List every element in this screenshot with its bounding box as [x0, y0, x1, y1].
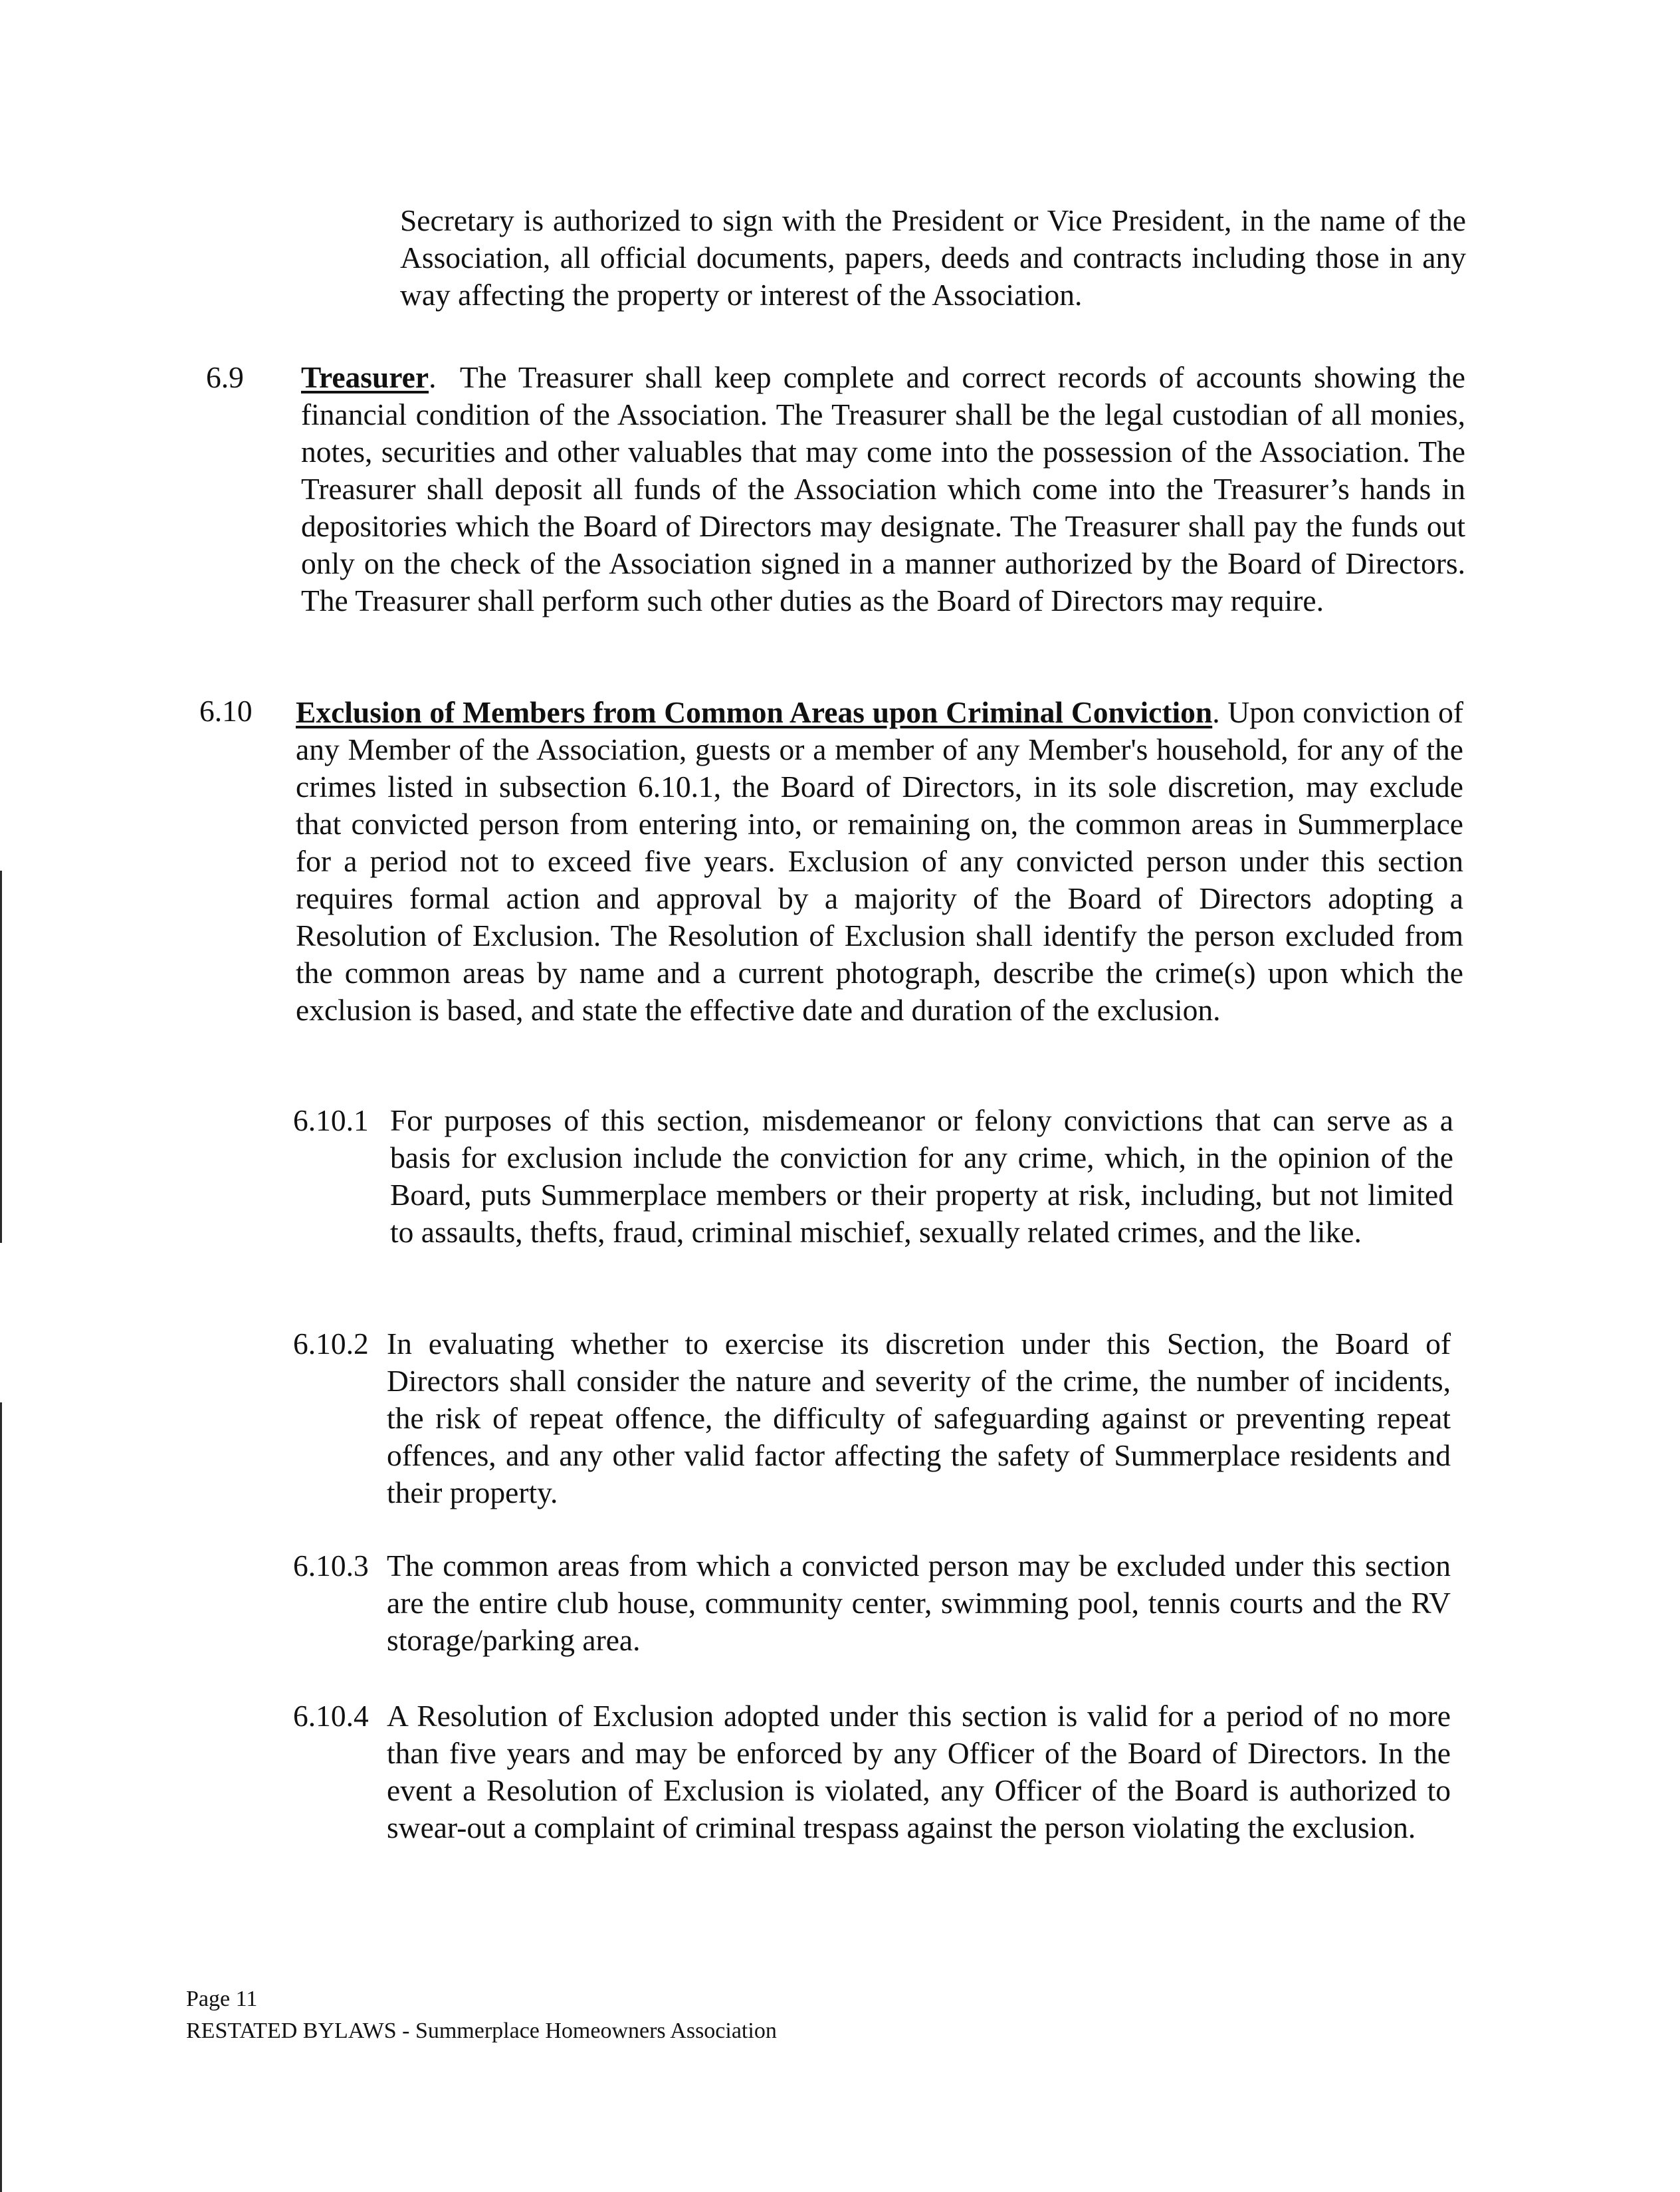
subsection-number-6-10-2: 6.10.2 [293, 1327, 369, 1361]
footer-title-separator: - [396, 2019, 415, 2043]
section-6-10-text: Upon conviction of any Member of the Association, guests or a member of any Member's household, for any of the crimes listed in subsection 6.10.1, the Board of Directors, in its sole discretion, may exclude that convicted person from entering into, or remaining on, the common areas in Summerplace for a period not to exceed five years. Exclusion of any convicted person under this section requires formal action and approval by a majority of the Board of Directors adopting a Resolution of Exclusion. The Resolution of Exclusion shall identify the person excluded from the common areas by name and a current photograph, describe the crime(s) upon which the exclusion is based, and state the effective date and duration of the exclusion. [296, 695, 1463, 1027]
footer-page-number: Page 11 [186, 1987, 258, 2011]
section-6-9-heading: Treasurer [301, 360, 429, 394]
section-number-6-10: 6.10 [199, 694, 253, 728]
subsection-6-10-3-paragraph: The common areas from which a convicted person may be excluded under this section are the entire club house, community center, swimming pool, tennis courts and the RV storage/parking area. [387, 1549, 1451, 1657]
scan-edge-line [0, 871, 2, 1243]
section-6-9-heading-suffix: . [429, 360, 437, 394]
section-6-9-paragraph [301, 359, 1465, 619]
section-number-6-9: 6.9 [206, 360, 244, 394]
section-6-10-heading-suffix: . [1212, 695, 1220, 729]
subsection-6-10-4-paragraph: A Resolution of Exclusion adopted under this section is valid for a period of no more than five years and may be enforced by any Officer of the Board of Directors. In the event a Resolution of Exclusion is violated, any Officer of the Board is authorized to swear-out a complaint of criminal trespass against the person violating the exclusion. [387, 1699, 1451, 1844]
subsection-6-10-1-paragraph: For purposes of this section, misdemeanor or felony convictions that can serve as a basis for exclusion include the conviction for any crime, which, in the opinion of the Board, puts Summerplace members or their property at risk, including, but not limited to assaults, thefts, fraud, criminal mischief, sexually related crimes, and the like. [390, 1103, 1453, 1249]
footer-title-association: Summerplace Homeowners Association [415, 2019, 777, 2043]
section-6-10-heading: Exclusion of Members from Common Areas upon Criminal Conviction [296, 695, 1213, 729]
subsection-number-6-10-3: 6.10.3 [293, 1549, 369, 1583]
continuation-paragraph: Secretary is authorized to sign with the President or Vice President, in the name of the Association, all official documents, papers, deeds and contracts including those in any way affecting the property or interest of the Association. [400, 203, 1466, 312]
footer-title-main: RESTATED BYLAWS [186, 2019, 397, 2043]
subsection-6-10-2-paragraph: In evaluating whether to exercise its discretion under this Section, the Board of Directors shall consider the nature and severity of the crime, the number of incidents, the risk of repeat offence, the difficulty of safeguarding against or preventing repeat offences, and any other valid factor affecting the safety of Summerplace residents and their property. [387, 1327, 1451, 1509]
section-6-10-paragraph [296, 694, 1463, 1029]
subsection-number-6-10-4: 6.10.4 [293, 1699, 369, 1733]
scan-edge-line [0, 1402, 2, 2192]
footer-document-title [186, 2018, 777, 2044]
subsection-number-6-10-1: 6.10.1 [293, 1103, 369, 1137]
section-6-9-text: The Treasurer shall keep complete and correct records of accounts showing the financial condition of the Association. The Treasurer shall be the legal custodian of all monies, notes, securities and other valuables that may come into the possession of the Association. The Treasurer shall deposit all funds of the Association which come into the Treasurer’s hands in depositories which the Board of Directors may designate. The Treasurer shall pay the funds out only on the check of the Association signed in a manner authorized by the Board of Directors. The Treasurer shall perform such other duties as the Board of Directors may require. [301, 360, 1465, 617]
